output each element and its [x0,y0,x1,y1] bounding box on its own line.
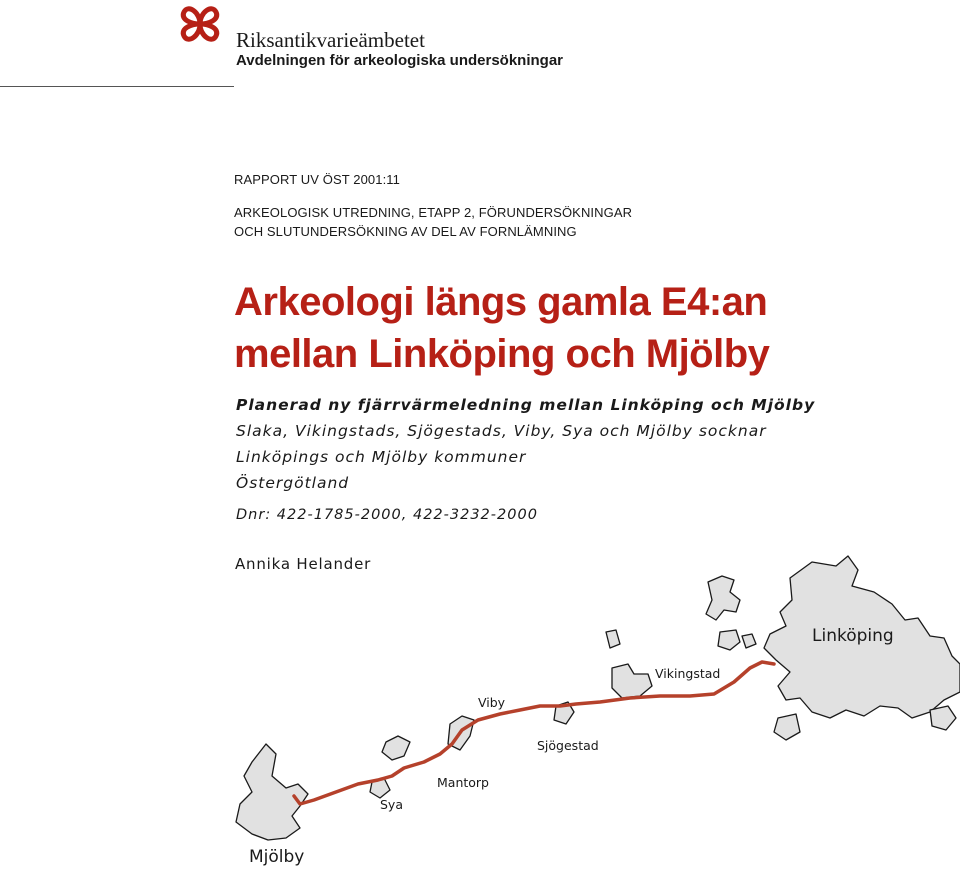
author-name: Annika Helander [235,555,372,573]
mantorp-area [382,736,410,760]
map-label-mjolby: Mjölby [249,847,305,867]
district-heating-route [294,662,774,804]
municipalities: Linköpings och Mjölby kommuner [236,448,527,466]
map-label-vikingstad: Vikingstad [655,666,721,681]
organization-name: Riksantikvarieämbetet [236,28,425,52]
report-number: RAPPORT UV ÖST 2001:11 [234,172,400,187]
report-subtitle-line-1: ARKEOLOGISK UTREDNING, ETAPP 2, FÖRUNDERSÖKNINGAR [234,205,633,220]
north-settlement-3 [742,634,756,648]
report-title-line-2: mellan Linköping och Mjölby [234,332,770,376]
map-label-sjogestad: Sjögestad [537,738,599,753]
mjolby-area [236,744,308,840]
report-title-line-1: Arkeologi längs gamla E4:an [234,280,768,324]
parishes: Slaka, Vikingstads, Sjögestads, Viby, Sya och Mjölby socknar [236,422,767,440]
route-map [0,540,960,869]
report-subtitle-line-2: OCH SLUTUNDERSÖKNING AV DEL AV FORNLÄMNING [234,224,577,239]
north-settlement-4 [606,630,620,648]
north-settlement-2 [718,630,740,650]
linkoping-outskirt-east [930,706,956,730]
county: Östergötland [236,474,350,492]
linkoping-outskirt-south [774,714,800,740]
header-divider [0,86,234,87]
vikingstad-area [612,664,652,698]
project-description: Planerad ny fjärrvärmeledning mellan Linköping och Mjölby [236,396,816,414]
map-label-linkoping: Linköping [812,626,894,646]
map-label-viby: Viby [478,695,506,710]
raa-logo-icon [176,0,224,48]
registration-number: Dnr: 422-1785-2000, 422-3232-2000 [236,507,538,523]
map-label-sya: Sya [380,797,403,812]
map-label-mantorp: Mantorp [437,775,489,790]
north-settlement-1 [706,576,740,620]
department-name: Avdelningen för arkeologiska undersökningar [236,52,564,69]
